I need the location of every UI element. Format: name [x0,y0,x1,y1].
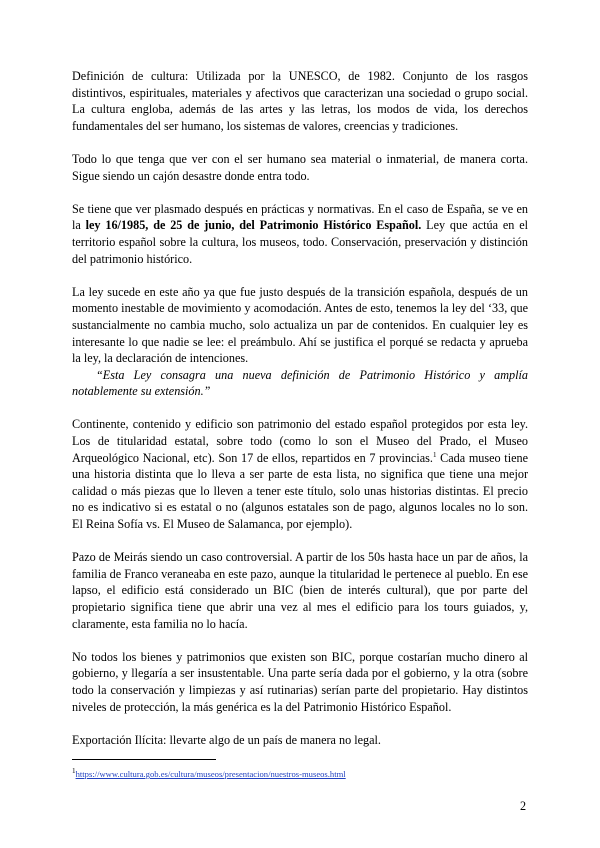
footnote-link[interactable]: https://www.cultura.gob.es/cultura/museos/presentacion/nuestros-museos.html [75,768,346,779]
document-body [72,68,528,765]
paragraph-pazo-meiras: Pazo de Meirás siendo un caso controversial. A partir de los 50s hasta hace un par de años, la familia de Franco veraneaba en este pazo, aunque la titularidad le pertenece al pueblo. En ese lapso, el edificio está considerado un BIC (bien de interés cultural), que por parte del propietario significa tiene que abrir una vez al mes el edificio para los tours guiados, y, claramente, esta familia no lo hacía. [72,550,528,631]
paragraph-museums-rest: Cada museo tiene una historia distinta que lo lleva a ser parte de esta lista, no significa que tiene una mejor calidad o más piezas que lo lleven a tener este título, solo unas historias distintas. El precio no es indicativo si es estatal o no (algunos estatales son de pago, algunos locales no lo son. El Reina Sofía vs. El Museo de Salamanca, por ejemplo). [72,450,528,532]
paragraph-illicit-export: Exportación Ilícita: llevarte algo de un país de manera no legal. [72,732,381,747]
paragraph-law [72,201,528,267]
footnote-separator [72,759,216,760]
paragraph-law-intro: Se tiene que ver plasmado después en prácticas y normativas. En el caso de España, se ve en la [72,201,528,233]
paragraph-law-rest: Ley que actúa en el territorio español sobre la cultura, los museos, todo. Conservación, preservación y distinción del patrimonio histórico. [72,218,529,266]
page-number: 2 [520,799,527,813]
footnote [72,766,346,780]
preamble-quote: “Esta Ley consagra una nueva definición de Patrimonio Histórico y amplía notablemente su extensión.” [72,367,528,399]
paragraph-bic: No todos los bienes y patrimonios que existen son BIC, porque costarían mucho dinero al gobierno, y llegaría a ser insustentable. Una parte sería dada por el gobierno, y la otra (sobre todo la conservación y limpiezas y así rutinarias) serían parte del propietario. Hay distintos niveles de protección, la más genérica es la del Patrimonio Histórico Español. [72,649,528,714]
footnote-marker: 1 [72,767,76,775]
paragraph-culture-definition: Definición de cultura: Utilizada por la UNESCO, de 1982. Conjunto de los rasgos distintivos, espirituales, materiales y afectivos que caracterizan una sociedad o grupo social. La cultura engloba, además de las artes y las letras, los modos de vida, los derechos fundamentales del ser humano, los sistemas de valores, creencias y tradiciones. [72,69,528,133]
paragraph-state-museums [72,416,528,532]
paragraph-human-material: Todo lo que tenga que ver con el ser humano sea material o inmaterial, de manera corta. Sigue siendo un cajón desastre donde entra todo. [72,151,528,183]
law-title: ley 16/1985, de 25 de junio, del Patrimonio Histórico Español. [85,218,422,233]
footnote-reference[interactable]: 1 [432,450,437,459]
paragraph-museums-intro: Continente, contenido y edificio son patrimonio del estado español protegidos por esta ley. Los de titularidad estatal, sobre todo (como lo son el Museo del Prado, el Museo Arqueológico Nacional, etc). Son 17 de ellos, repartidos en 7 provincias. [72,417,528,465]
paragraph-law-context: La ley sucede en este año ya que fue justo después de la transición española, después de un momento inestable de movimiento y acomodación. Antes de esto, tenemos la ley del ‘33, que sustancialmente no cambia mucho, solo actualiza un par de contenidos. En cualquier ley es interesante lo que nadie se lee: el preámbulo. Ahí se justifica el porqué se redacta y aprueba la ley, la declaración de intenciones. [72,284,528,366]
